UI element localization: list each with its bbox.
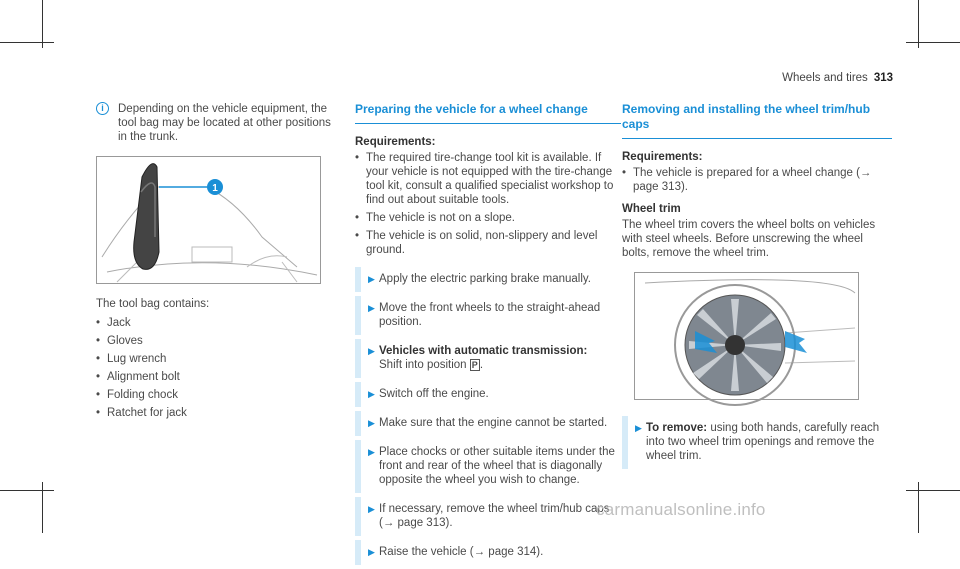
step [355,540,621,565]
requirements-label: Requirements: [622,151,703,163]
park-position-icon: P [471,360,478,370]
requirements-list [355,151,621,257]
column-preparing [355,102,621,569]
step-text: Place chocks or other suitable items under the front and rear of the wheel that is diagonally opposite the wheel you wish to change. [379,446,615,486]
crop-mark [0,490,54,491]
section-heading: Removing and installing the wheel trim/hub caps [622,102,892,139]
step-arrow-icon: ▶ [635,423,642,433]
crop-mark [0,42,54,43]
step-arrow-icon: ▶ [368,389,375,399]
page-header [782,71,893,85]
body-text: The wheel trim covers the wheel bolts on vehicles with steel wheels. Before unscrewing the wheel bolts, remove the wheel trim. [622,219,876,259]
list-item: • Folding chock [96,388,336,402]
step-text: Raise the vehicle (→ page 314). [379,546,544,558]
step-text: Apply the electric parking brake manually. [379,273,592,285]
crop-mark [906,490,960,491]
step [355,382,621,407]
step-condition: To remove: [646,422,708,434]
list-item: • Ratchet for jack [96,406,336,420]
step-text: If necessary, remove the wheel trim/hub caps (→ page 313). [379,503,610,529]
step [355,411,621,436]
list-item: • Gloves [96,334,336,348]
step-arrow-icon: ▶ [368,418,375,428]
step [355,267,621,292]
list-item: • The vehicle is on solid, non-slippery and level ground. [355,229,621,257]
watermark: carmanualsonline.info [596,500,766,519]
section-title: Wheels and tires [782,72,868,84]
figure-callout: 1 [212,183,218,194]
info-icon: i [96,102,109,115]
sub-heading: Wheel trim [622,203,681,215]
step-arrow-icon: ▶ [368,447,375,457]
requirements-label: Requirements: [355,136,436,148]
list-item: • The vehicle is not on a slope. [355,211,621,225]
section-heading: Preparing the vehicle for a wheel change [355,102,621,124]
crop-mark [42,0,43,48]
step-text: using both hands, carefully reach into two wheel trim openings and remove the wheel trim. [646,422,880,462]
step-text: Make sure that the engine cannot be started. [379,417,608,429]
wheel-illustration [635,273,860,401]
step [355,440,621,493]
step-arrow-icon: ▶ [368,303,375,313]
page-number: 313 [873,72,893,84]
crop-mark [906,42,960,43]
trunk-illustration [97,157,322,285]
list-item: • Alignment bolt [96,370,336,384]
wheel-trim-figure [634,272,859,400]
step-arrow-icon: ▶ [368,346,375,356]
step-arrow-icon: ▶ [368,504,375,514]
step-text: Shift into position [379,359,467,371]
list-item: • The vehicle is prepared for a wheel change (→ page 313). [622,166,892,194]
step-text: Move the front wheels to the straight-ahead position. [379,302,601,328]
step [622,416,892,469]
step [355,296,621,335]
step-condition: Vehicles with automatic transmission: [379,345,588,357]
column-wheel-trim [622,102,892,473]
contents-label: The tool bag contains: [96,298,210,310]
step-arrow-icon: ▶ [368,274,375,284]
step [355,497,621,536]
requirements-list [622,166,892,194]
step-text: Switch off the engine. [379,388,489,400]
list-item: • The required tire-change tool kit is available. If your vehicle is not equipped with the tire-change tool kit, consult a qualified specialist workshop to find out about suitable tools. [355,151,621,207]
step-arrow-icon: ▶ [368,547,375,557]
trunk-tool-bag-figure [96,156,321,284]
step: ▶ Vehicles with automatic transmission: Shift into position P . [355,339,621,378]
note [96,102,336,144]
note-text: Depending on the vehicle equipment, the tool bag may be located at other positions in the trunk. [118,103,331,143]
list-item: • Jack [96,316,336,330]
tool-list [96,316,336,420]
column-tool-bag [96,102,336,428]
list-item: • Lug wrench [96,352,336,366]
crop-mark [918,0,919,48]
